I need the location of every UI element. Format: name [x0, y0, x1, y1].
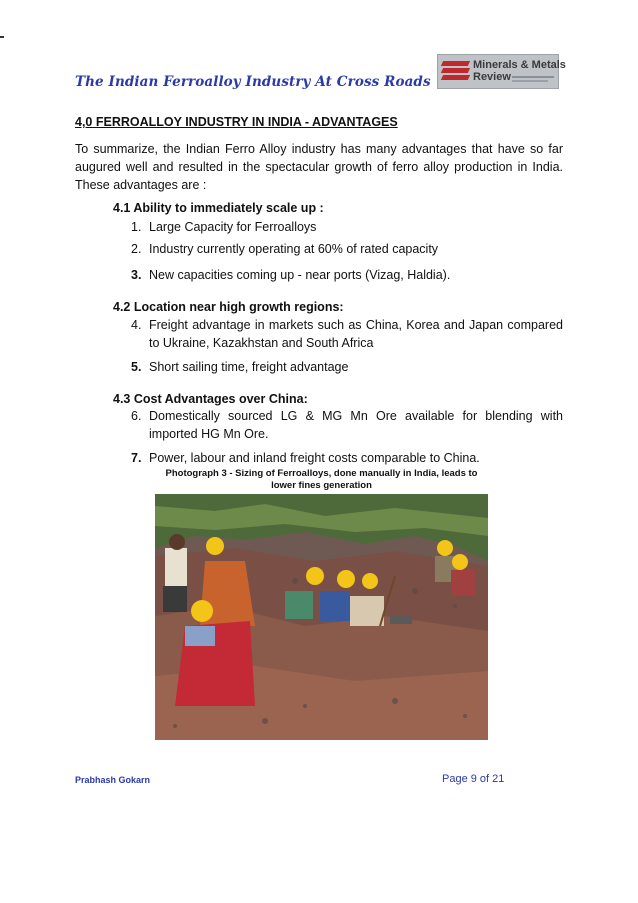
- footer-author: Prabhash Gokarn: [75, 775, 151, 785]
- subsection-heading-4-3: 4.3 Cost Advantages over China:: [113, 392, 308, 406]
- list-item: [131, 449, 563, 467]
- list-item-text: Power, labour and inland freight costs comparable to China.: [149, 451, 480, 465]
- list-item-text: Freight advantage in markets such as China, Korea and Japan compared to Ukraine, Kazakhstan and South Africa: [149, 318, 563, 350]
- list-item: [131, 218, 563, 236]
- list-item: [131, 407, 563, 443]
- section-heading: 4,0 FERROALLOY INDUSTRY IN INDIA - ADVANTAGES: [75, 115, 398, 129]
- list-item-number: 2.: [131, 242, 142, 256]
- document-header-title: The Indian Ferroalloy Industry At Cross Roads: [75, 74, 431, 90]
- list-item: [131, 316, 563, 352]
- minerals-metals-review-logo: [437, 54, 566, 89]
- logo-line1: Minerals & Metals: [473, 59, 566, 71]
- logo-fine-print-2: [512, 80, 548, 82]
- subsection-heading-4-1: 4.1 Ability to immediately scale up :: [113, 201, 324, 215]
- intro-paragraph: To summarize, the Indian Ferro Alloy industry has many advantages that have so far augured well and resulted in the spectacular growth of ferro alloy production in India. These advantages are :: [75, 142, 563, 192]
- list-item-number: 3.: [131, 268, 142, 282]
- list-item: [131, 358, 563, 376]
- logo-line2: Review: [473, 71, 511, 83]
- subsection-heading-4-2: 4.2 Location near high growth regions:: [113, 300, 344, 314]
- ferroalloy-sizing-photo: [155, 466, 488, 740]
- list-item: [131, 266, 563, 284]
- list-item-text: Domestically sourced LG & MG Mn Ore available for blending with imported HG Mn Ore.: [149, 409, 563, 441]
- footer-page-number: Page 9 of 21: [442, 773, 505, 785]
- list-item-number: 5.: [131, 360, 142, 374]
- list-item-text: Short sailing time, freight advantage: [149, 360, 349, 374]
- photo-caption: Photograph 3 - Sizing of Ferroalloys, done manually in India, leads to lower fines generation: [165, 468, 478, 491]
- page-edge-mark: [0, 36, 4, 38]
- list-item-text: Industry currently operating at 60% of rated capacity: [149, 242, 439, 256]
- list-item-text: New capacities coming up - near ports (Vizag, Haldia).: [149, 268, 451, 282]
- list-item-number: 4.: [131, 318, 142, 332]
- logo-fine-print: [512, 76, 554, 78]
- list-item-number: 6.: [131, 409, 142, 423]
- list-item-number: 1.: [131, 220, 142, 234]
- list-item: [131, 240, 563, 258]
- list-item-number: 7.: [131, 451, 142, 465]
- list-item-text: Large Capacity for Ferroalloys: [149, 220, 317, 234]
- logo-stripes-icon: [442, 61, 469, 84]
